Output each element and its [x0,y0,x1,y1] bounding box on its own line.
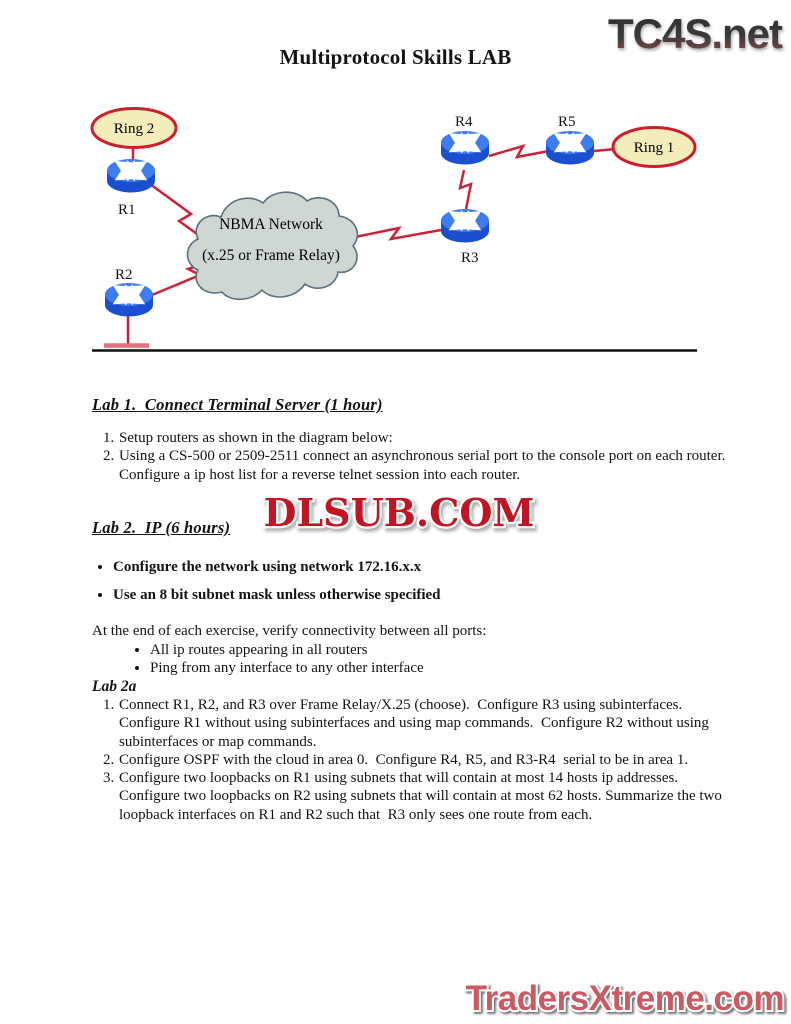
page-title: Multiprotocol Skills LAB [279,45,512,69]
router-r2-label: R2 [115,267,133,283]
verify-list [92,641,768,678]
lab1-heading: Lab 1. Connect Terminal Server (1 hour) [92,395,383,414]
network-diagram [0,0,791,372]
lab1-item-2 [118,447,736,484]
nbma-cloud [188,192,358,299]
requirement-bullet-2 [113,586,731,604]
lab1-list [92,429,736,484]
link-r4-r5 [489,146,549,157]
link-cloud-r3 [355,228,441,239]
verify-intro: At the end of each exercise, verify connectivity between all ports: [92,623,487,639]
verify-2-text: Ping from any interface to any other interface [150,660,424,677]
lab2a-item-2 [118,751,736,769]
lab1-item-2-text: Using a CS-500 or 2509-2511 connect an asynchronous serial port to the console port on each router. Configure a ip host list for a reverse telnet session into each router. [119,448,730,483]
router-r5-label: R5 [558,114,576,130]
tc4s-logo-text: TC4S.net [607,10,782,57]
lab2a-item-1-text: Connect R1, R2, and R3 over Frame Relay/X.25 (choose). Configure R3 using subinterfaces. Configure R1 without using subinterfaces and using map commands. Configure R2 without using subinterfaces or map commands. [119,697,709,750]
lab2-heading: Lab 2. IP (6 hours) [92,518,231,537]
requirement-2-text: Use an 8 bit subnet mask unless otherwise specified [113,587,441,604]
requirement-1-text: Configure the network using network 172.16.x.x [113,559,422,575]
verify-bullet-2 [150,659,768,677]
router-r1-label: R1 [118,202,136,218]
router-r5-icon [546,131,594,165]
ring2-node [92,109,176,148]
router-r3-label: R3 [461,250,479,266]
link-r4-r3 [460,170,471,209]
lab2a-item-1 [118,696,736,751]
lab2a-item-2-text: Configure OSPF with the cloud in area 0. Configure R4, R5, and R3-R4 serial to be in area 1. [119,751,689,768]
lab1-item-1 [118,429,736,447]
lab2a-item-3-text: Configure two loopbacks on R1 using subnets that will contain at most 14 hosts ip addresses. Configure two loopbacks on R2 using subnets that will contain at most 62 hosts. Summarize the two loopback interfaces on R1 and R2 such that R3 only sees one route from each. [119,770,722,823]
router-r3-icon [441,209,489,243]
ring1-label: Ring 1 [633,140,675,156]
router-r2-icon [105,283,153,317]
router-r1-icon [107,159,155,193]
lab2a-item-3 [118,769,736,824]
router-r4-label: R4 [455,114,473,130]
tradersxtreme-watermark [462,976,791,1024]
ring2-label: Ring 2 [113,121,155,137]
ring1-node [613,128,695,167]
router-r4-icon [441,131,489,165]
dlsub-logo-text: DLSUB.COM [263,490,535,535]
cloud-label-line1: NBMA Network [219,216,323,233]
lab2a-list [92,696,736,824]
lab2-requirements [92,558,731,615]
cloud-label-line2: (x.25 or Frame Relay) [202,247,340,264]
tradersxtreme-logo-text: TradersXtreme.com [465,979,784,1018]
lab2a-heading: Lab 2a [92,678,137,695]
verify-1-text: All ip routes appearing in all routers [150,642,368,658]
lab1-item-1-text: Setup routers as shown in the diagram below: [119,430,393,446]
verify-bullet-1 [150,641,768,659]
requirement-bullet-1 [113,558,731,576]
